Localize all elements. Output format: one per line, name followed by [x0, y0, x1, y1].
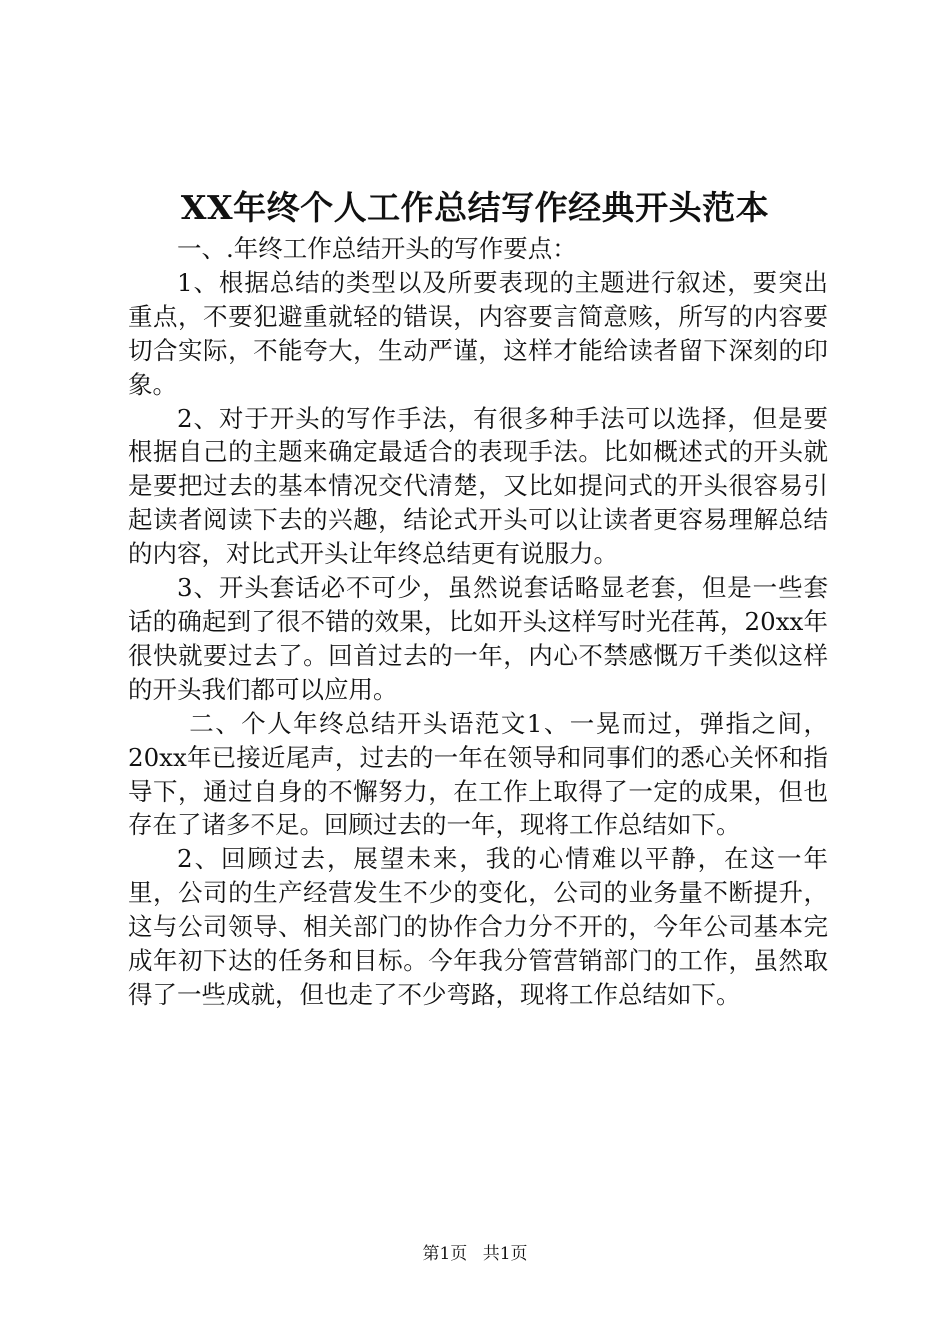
document-body	[128, 232, 828, 1012]
paragraph-section-one-heading: 一、.年终工作总结开头的写作要点：	[177, 234, 577, 263]
paragraph-example-2: 2、回顾过去，展望未来，我的心情难以平静，在这一年里，公司的生产经营发生不少的变化，公司的业务量不断提升，这与公司领导、相关部门的协作合力分不开的，今年公司基本完成年初下达的任务和目标。今年我分管营销部门的工作，虽然取得了一些成就，但也走了不少弯路，现将工作总结如下。	[128, 844, 828, 1009]
paragraph-section-two-example-1: 二、个人年终总结开头语范文1、一晃而过，弹指之间，20xx年已接近尾声，过去的一年在领导和同事们的悉心关怀和指导下，通过自身的不懈努力，在工作上取得了一定的成果，但也存在了诸多不足。回顾过去的一年，现将工作总结如下。	[128, 708, 828, 840]
paragraph-point-1: 1、根据总结的类型以及所要表现的主题进行叙述，要突出重点，不要犯避重就轻的错误，内容要言简意赅，所写的内容要切合实际，不能夸大，生动严谨，这样才能给读者留下深刻的印象。	[128, 267, 828, 399]
page-number: 第1页	[422, 1244, 468, 1264]
page-footer	[0, 1243, 950, 1265]
document-title: XX年终个人工作总结写作经典开头范本	[180, 188, 770, 227]
paragraph-point-3: 3、开头套话必不可少，虽然说套话略显老套，但是一些套话的确起到了很不错的效果，比如开头这样写时光荏苒，20xx年很快就要过去了。回首过去的一年，内心不禁感慨万千类似这样的开头我们都可以应用。	[128, 573, 828, 704]
page-total: 共1页	[482, 1244, 528, 1264]
paragraph-point-2: 2、对于开头的写作手法，有很多种手法可以选择，但是要根据自己的主题来确定最适合的表现手法。比如概述式的开头就是要把过去的基本情况交代清楚，又比如提问式的开头很容易引起读者阅读下去的兴趣，结论式开头可以让读者更容易理解总结的内容，对比式开头让年终总结更有说服力。	[128, 403, 828, 569]
